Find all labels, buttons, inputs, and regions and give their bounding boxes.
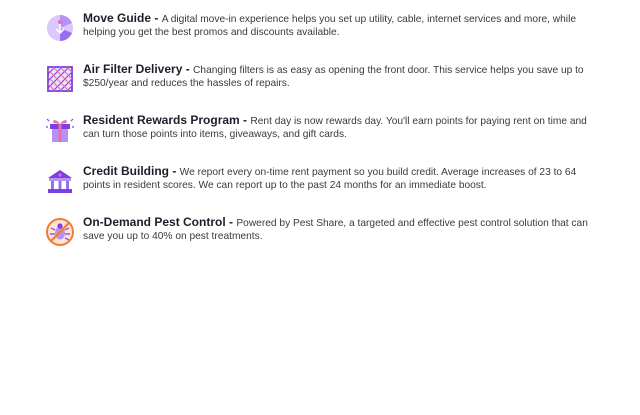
air-filter-icon: [45, 64, 75, 94]
feature-title: On-Demand Pest Control: [83, 215, 226, 229]
feature-description: We report every on-time rent payment so you build credit. Average increases of 23 to 64 points in resident scores. We can report up to the past 24 months for an immediate boost.: [83, 167, 577, 191]
feature-air-filter-delivery: [45, 63, 605, 94]
title-separator: -: [169, 164, 180, 178]
feature-description: Changing filters is as easy as opening the front door. This service helps you save up to $250/year and reduces the hassles of repairs.: [83, 65, 584, 89]
feature-title: Credit Building: [83, 164, 169, 178]
feature-resident-rewards: [45, 114, 605, 145]
feature-pest-control: [45, 216, 605, 247]
feature-move-guide: [45, 12, 605, 43]
feature-list: [45, 12, 605, 267]
feature-title: Air Filter Delivery: [83, 62, 183, 76]
title-separator: -: [182, 62, 194, 76]
feature-description: A digital move-in experience helps you set up utility, cable, internet services and more, while helping you get the best promos and discounts available.: [83, 14, 577, 38]
move-guide-icon: [45, 13, 75, 43]
title-separator: -: [225, 215, 237, 229]
pest-control-icon: [45, 217, 75, 247]
feature-title: Resident Rewards Program: [83, 113, 240, 127]
gift-icon: [45, 115, 75, 145]
feature-description: Rent day is now rewards day. You'll earn points for paying rent on time and can turn those points into items, giveaways, and gift cards.: [83, 116, 587, 140]
credit-building-icon: [45, 166, 75, 196]
feature-description: Powered by Pest Share, a targeted and effective pest control solution that can save you up to 40% on pest treatments.: [83, 218, 588, 242]
title-separator: -: [151, 11, 162, 25]
feature-credit-building: [45, 165, 605, 196]
title-separator: -: [239, 113, 251, 127]
feature-title: Move Guide: [83, 11, 152, 25]
